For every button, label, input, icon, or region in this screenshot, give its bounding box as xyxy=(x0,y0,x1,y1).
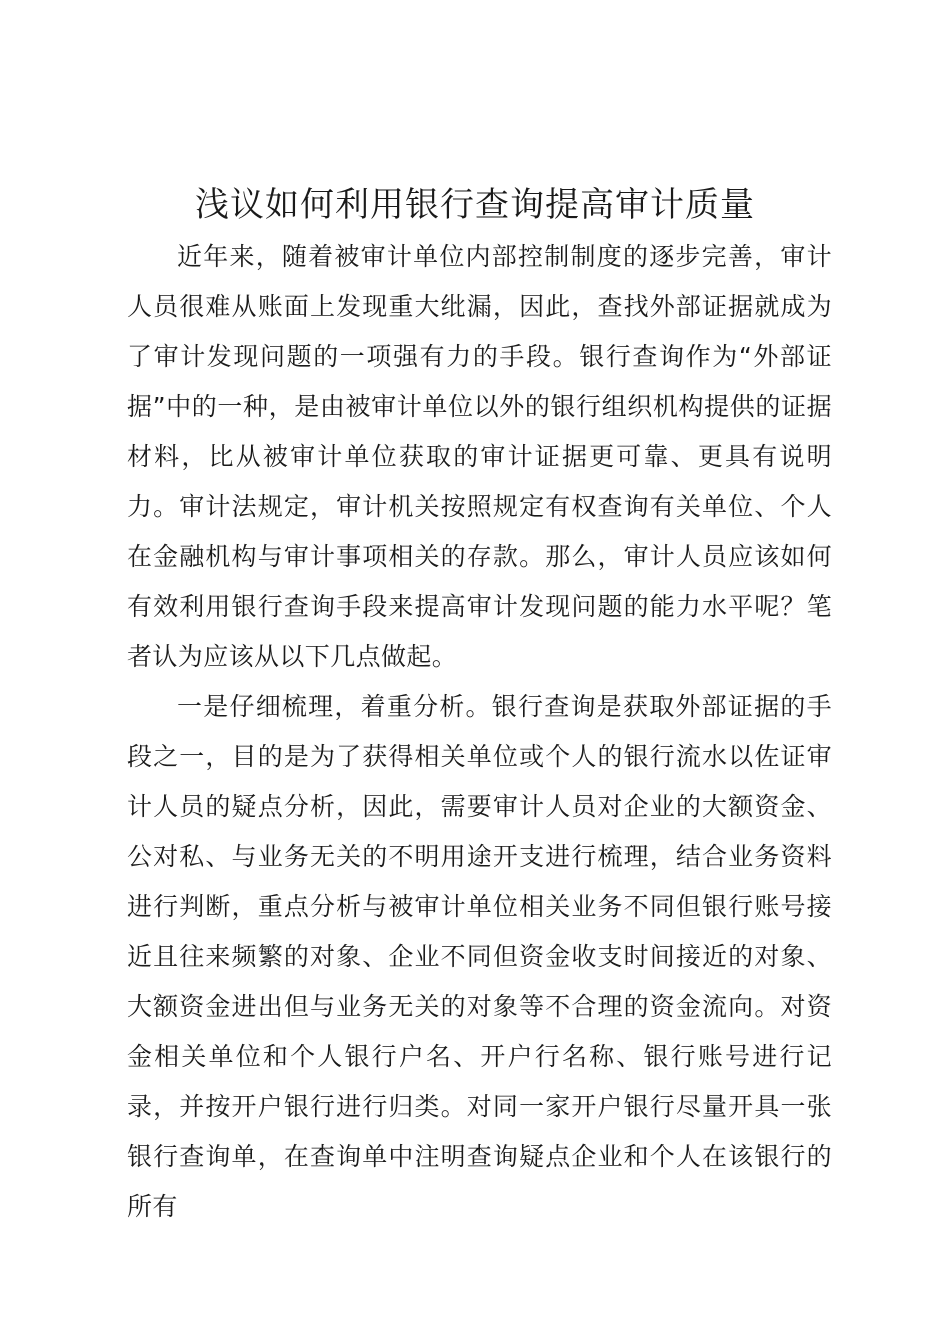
document-title: 浅议如何利用银行查询提高审计质量 xyxy=(195,185,755,225)
paragraph-point-one: 一是仔细梳理，着重分析。银行查询是获取外部证据的手段之一，目的是为了获得相关单位或个人的银行流水以佐证审计人员的疑点分析，因此，需要审计人员对企业的大额资金、公对私、与业务无关的不明用途开支进行梳理，结合业务资料进行判断，重点分析与被审计单位相关业务不同但银行账号接近且往来频繁的对象、企业不同但资金收支时间接近的对象、大额资金进出但与业务无关的对象等不合理的资金流向。对资金相关单位和个人银行户名、开户行名称、银行账号进行记录，并按开户银行进行归类。对同一家开户银行尽量开具一张银行查询单，在查询单中注明查询疑点企业和个人在该银行的所有 xyxy=(127,692,832,1221)
paragraph-intro: 近年来，随着被审计单位内部控制制度的逐步完善，审计人员很难从账面上发现重大纰漏，因此，查找外部证据就成为了审计发现问题的一项强有力的手段。银行查询作为“外部证据”中的一种，是由被审计单位以外的银行组织机构提供的证据材料，比从被审计单位获取的审计证据更可靠、更具有说明力。审计法规定，审计机关按照规定有权查询有关单位、个人在金融机构与审计事项相关的存款。那么，审计人员应该如何有效利用银行查询手段来提高审计发现问题的能力水平呢？笔者认为应该从以下几点做起。 xyxy=(127,242,832,671)
document-body xyxy=(127,232,832,1232)
